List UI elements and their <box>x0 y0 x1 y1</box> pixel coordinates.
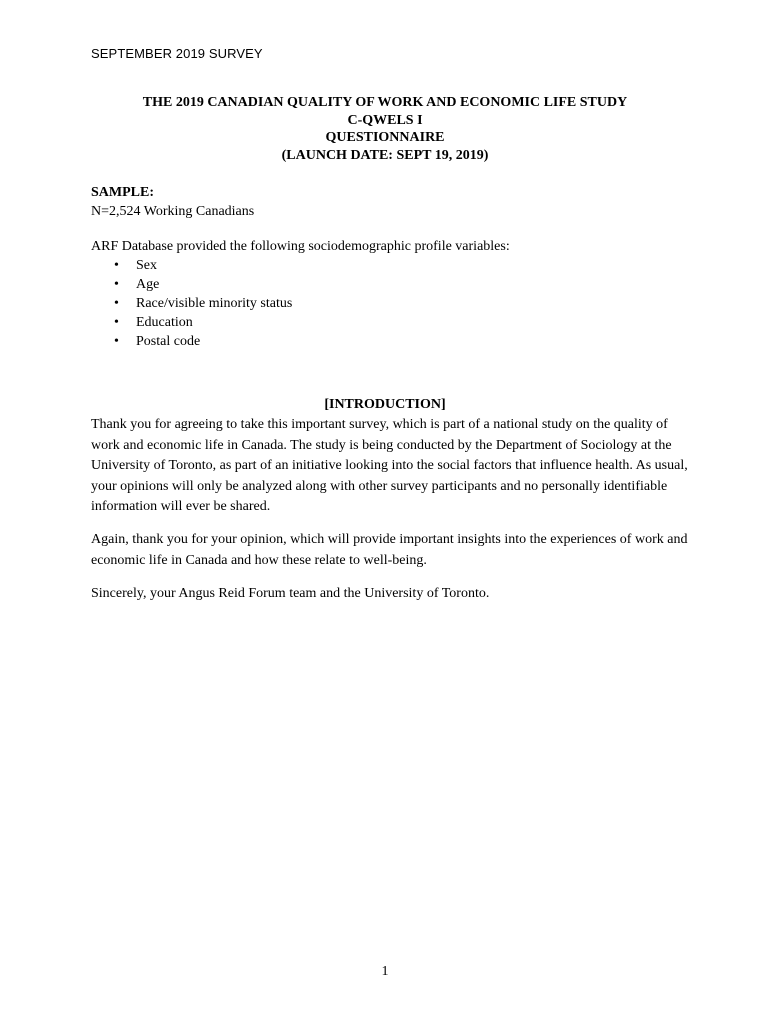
list-item-label: Education <box>136 315 193 330</box>
introduction-heading: [INTRODUCTION] <box>324 397 446 412</box>
list-item-label: Sex <box>136 258 157 273</box>
profile-variables-section <box>91 237 510 351</box>
sample-size-text: N=2,524 Working Canadians <box>91 204 255 219</box>
list-item <box>91 294 510 313</box>
bullet-icon: • <box>114 277 119 292</box>
title-line-study-name: THE 2019 CANADIAN QUALITY OF WORK AND ECONOMIC LIFE STUDY <box>142 95 628 110</box>
list-item-label: Postal code <box>136 334 201 349</box>
list-item-label: Age <box>136 277 160 292</box>
list-item-label: Race/visible minority status <box>136 296 293 311</box>
title-line-acronym: C-QWELS I <box>347 112 423 128</box>
introduction-paragraph-1: Thank you for agreeing to take this important survey, which is part of a national study on the quality of work and economic life in Canada. The study is being conducted by the Department of Sociology at the University of Toronto, as part of an initiative looking into the social factors that influence health. As usual, your opinions will only be analyzed along with other survey participants and no personally identifiable information will ever be shared. <box>91 417 688 514</box>
list-item <box>91 313 510 332</box>
title-line-questionnaire: QUESTIONNAIRE <box>325 130 445 145</box>
bullet-icon: • <box>114 296 119 311</box>
sample-heading: SAMPLE: <box>91 185 154 200</box>
profile-variables-intro: ARF Database provided the following sociodemographic profile variables: <box>91 239 510 254</box>
profile-variables-list <box>91 256 510 351</box>
sample-section <box>91 183 254 221</box>
title-line-launch-date: (LAUNCH DATE: SEPT 19, 2019) <box>281 147 489 163</box>
introduction-paragraph-2: Again, thank you for your opinion, which will provide important insights into the experiences of work and economic life in Canada and how these relate to well-being. <box>91 532 688 568</box>
introduction-paragraph-3: Sincerely, your Angus Reid Forum team and the University of Toronto. <box>91 586 490 601</box>
document-title <box>60 94 710 164</box>
running-header: SEPTEMBER 2019 SURVEY <box>91 46 263 61</box>
list-item <box>91 332 510 351</box>
list-item <box>91 275 510 294</box>
list-item <box>91 256 510 275</box>
bullet-icon: • <box>114 334 119 349</box>
bullet-icon: • <box>114 315 119 330</box>
page-number: 1 <box>381 964 389 979</box>
bullet-icon: • <box>114 258 119 273</box>
